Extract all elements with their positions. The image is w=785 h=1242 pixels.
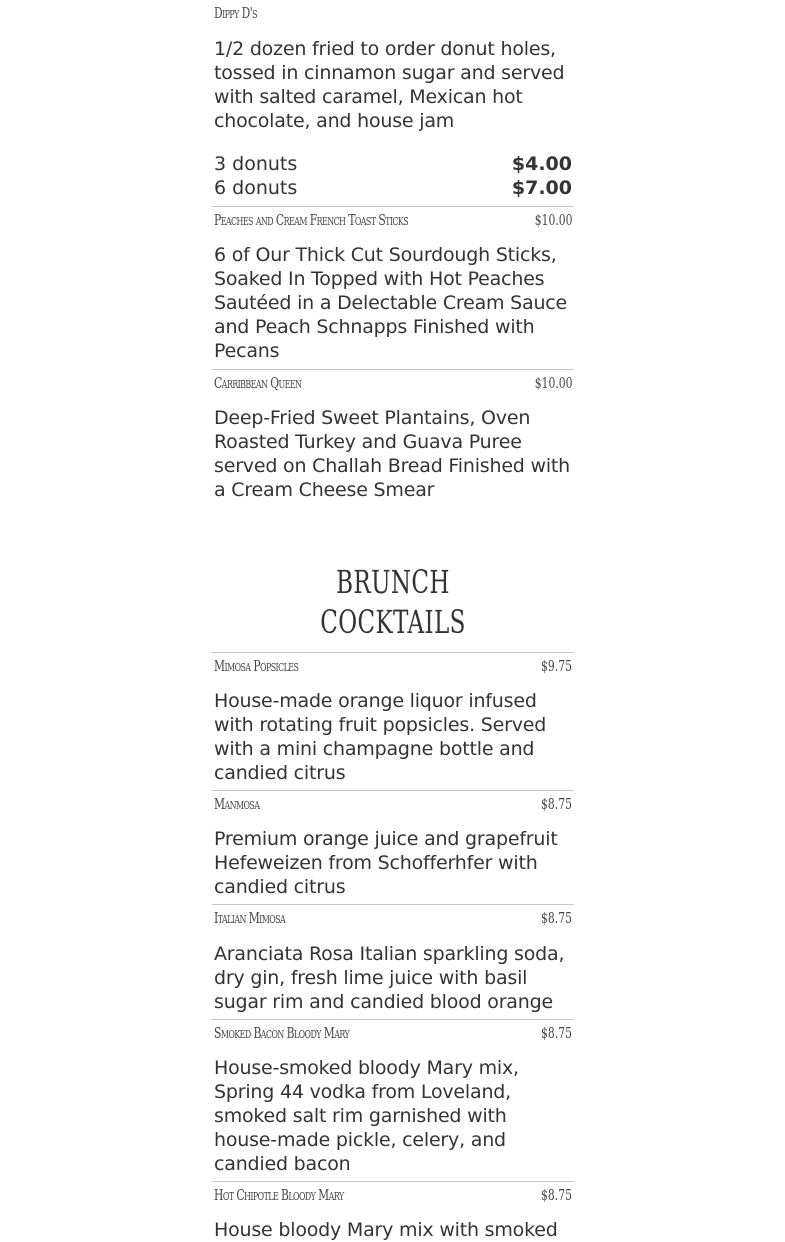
option-price: $7.00 [511,177,572,199]
menu-item-price: $8.75 [541,795,572,813]
menu-item-description: Premium orange juice and grapefruit Hefeweizen from Schofferhfer with candied citrus [214,828,558,898]
menu-item-name: Carribbean Queen [214,374,302,392]
menu-item-mimosa-popsicles [212,652,574,790]
menu-item-name: Mimosa Popsicles [214,657,299,675]
menu-item-header [212,0,574,30]
menu-item-dippy-ds [212,0,574,206]
menu-item-price: $10.00 [534,211,572,229]
menu-item-name: Manmosa [214,795,260,813]
menu-item-manmosa [212,790,574,904]
menu-item-header [212,207,574,237]
option-label: 3 donuts [214,153,298,175]
menu-item-smoked-bacon-bloody-mary [212,1019,574,1181]
menu-item-italian-mimosa [212,904,574,1019]
menu-item-name: Smoked Bacon Bloody Mary [214,1024,350,1042]
food-menu-column [212,0,574,502]
section-title-text: BRUNCH COCKTAILS [320,563,466,641]
menu-item-price: $9.75 [541,657,572,675]
menu-item-name: Peaches and Cream French Toast Sticks [214,211,409,229]
option-label: 6 donuts [214,177,298,199]
menu-item-description: 6 of Our Thick Cut Sourdough Sticks, Soaked In Topped with Hot Peaches Sautéed in a Delectable Cream Sauce and Peach Schnapps Finished with Pecans [214,244,568,362]
menu-item-description: House bloody Mary mix with smoked [214,1219,558,1241]
menu-item-description: House-made orange liquor infused with rotating fruit popsicles. Served with a mini champagne bottle and candied citrus [214,690,547,784]
menu-item-description: House-smoked bloody Mary mix, Spring 44 vodka from Loveland, smoked salt rim garnished with house-made pickle, celery, and candied bacon [214,1057,519,1175]
menu-item-header [212,1182,574,1212]
cocktails-menu-column [212,652,574,1242]
menu-item-name: Dippy D's [214,4,257,22]
menu-item-description: 1/2 dozen fried to order donut holes, tossed in cinnamon sugar and served with salted caramel, Mexican hot chocolate, and house jam [214,38,565,132]
menu-item-header [212,370,574,400]
menu-item-header [212,791,574,821]
option-price: $4.00 [511,153,572,175]
menu-item-name: Italian Mimosa [214,909,286,927]
section-title-brunch-cocktails [212,562,574,642]
menu-item-price: $10.00 [534,374,572,392]
menu-item-name: Hot Chipotle Bloody Mary [214,1186,344,1204]
menu-item-description: Deep-Fried Sweet Plantains, Oven Roasted Turkey and Guava Puree served on Challah Bread Finished with a Cream Cheese Smear [214,407,571,501]
option-row [212,152,574,176]
menu-item-price: $8.75 [541,909,572,927]
menu-item-hot-chipotle-bloody-mary [212,1181,574,1242]
menu-item-price: $8.75 [541,1186,572,1204]
menu-item-peaches-cream [212,206,574,369]
menu-item-header [212,653,574,683]
menu-item-header [212,1020,574,1050]
menu-item-header [212,905,574,935]
menu-item-description: Aranciata Rosa Italian sparkling soda, dry gin, fresh lime juice with basil sugar rim and candied blood orange [214,943,565,1013]
option-row [212,176,574,206]
menu-item-price: $8.75 [541,1024,572,1042]
menu-item-caribbean-queen [212,369,574,502]
